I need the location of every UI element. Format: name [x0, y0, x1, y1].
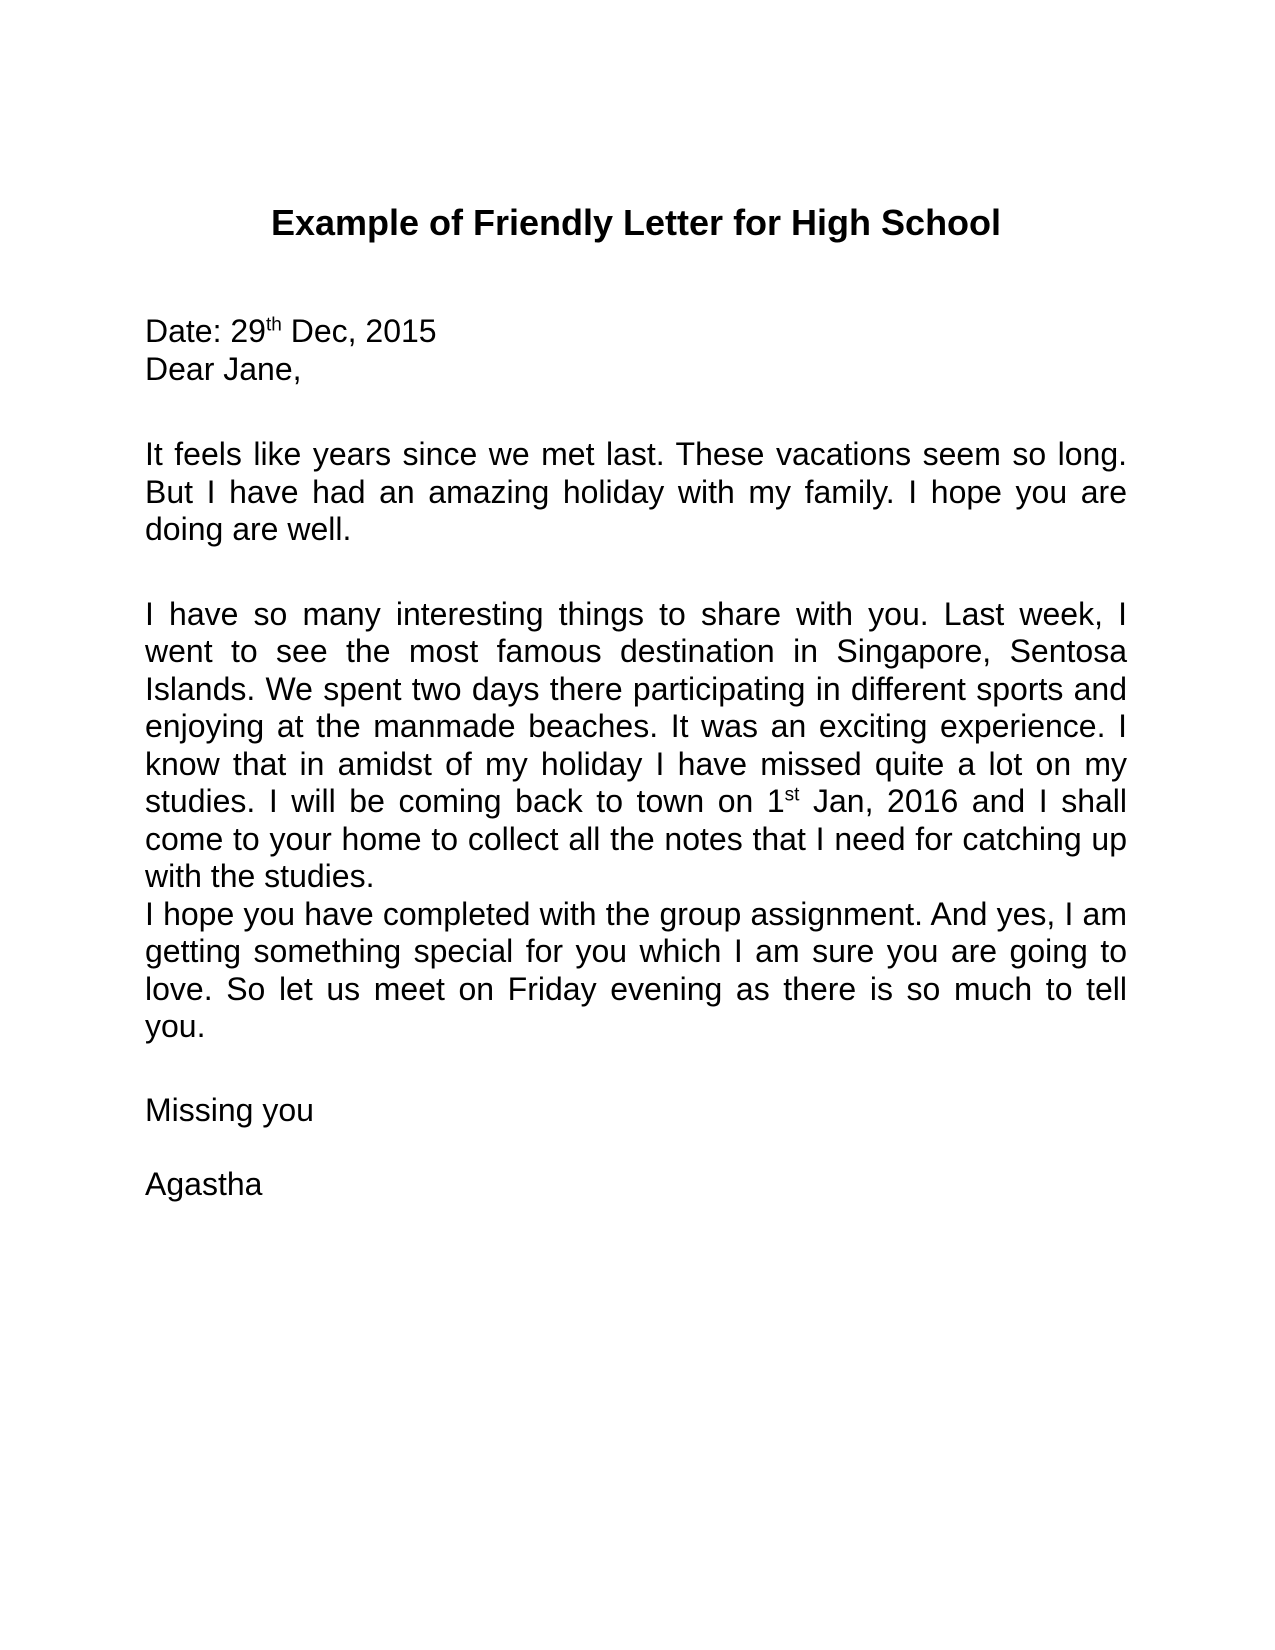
date-line-pre: Date: 29	[145, 313, 266, 349]
letter-content	[145, 201, 1127, 1204]
salutation: Dear Jane,	[145, 350, 302, 387]
paragraph-1: It feels like years since we met last. These vacations seem so long. But I have had an amazing holiday with my family. I hope you are doing are well.	[145, 436, 1127, 547]
paragraph-3: I hope you have completed with the group assignment. And yes, I am getting something special for you which I am sure you are going to love. So let us meet on Friday evening as there is so much to tell you.	[145, 895, 1127, 1044]
date-line	[145, 313, 1127, 351]
paragraph-2-pre: I have so many interesting things to share with you. Last week, I went to see the most famous destination in Singapore, Sentosa Islands. We spent two days there participating in different sports and enjoying at the manmade beaches. It was an exciting experience. I know that in amidst of my holiday I have missed quite a lot on my studies. I will be coming back to town on 1	[145, 595, 1127, 819]
paragraph-2-post: Jan, 2016 and I shall come to your home to collect all the notes that I need for catching up with the studies.	[145, 783, 1128, 894]
date-ordinal-superscript: th	[265, 314, 282, 336]
date-line-post: Dec, 2015	[281, 313, 437, 349]
paragraph-2	[145, 596, 1127, 896]
signature: Agastha	[145, 1166, 263, 1202]
jan-ordinal-superscript: st	[784, 784, 800, 806]
closing: Missing you	[145, 1091, 314, 1128]
letter-title: Example of Friendly Letter for High School	[270, 202, 1002, 243]
